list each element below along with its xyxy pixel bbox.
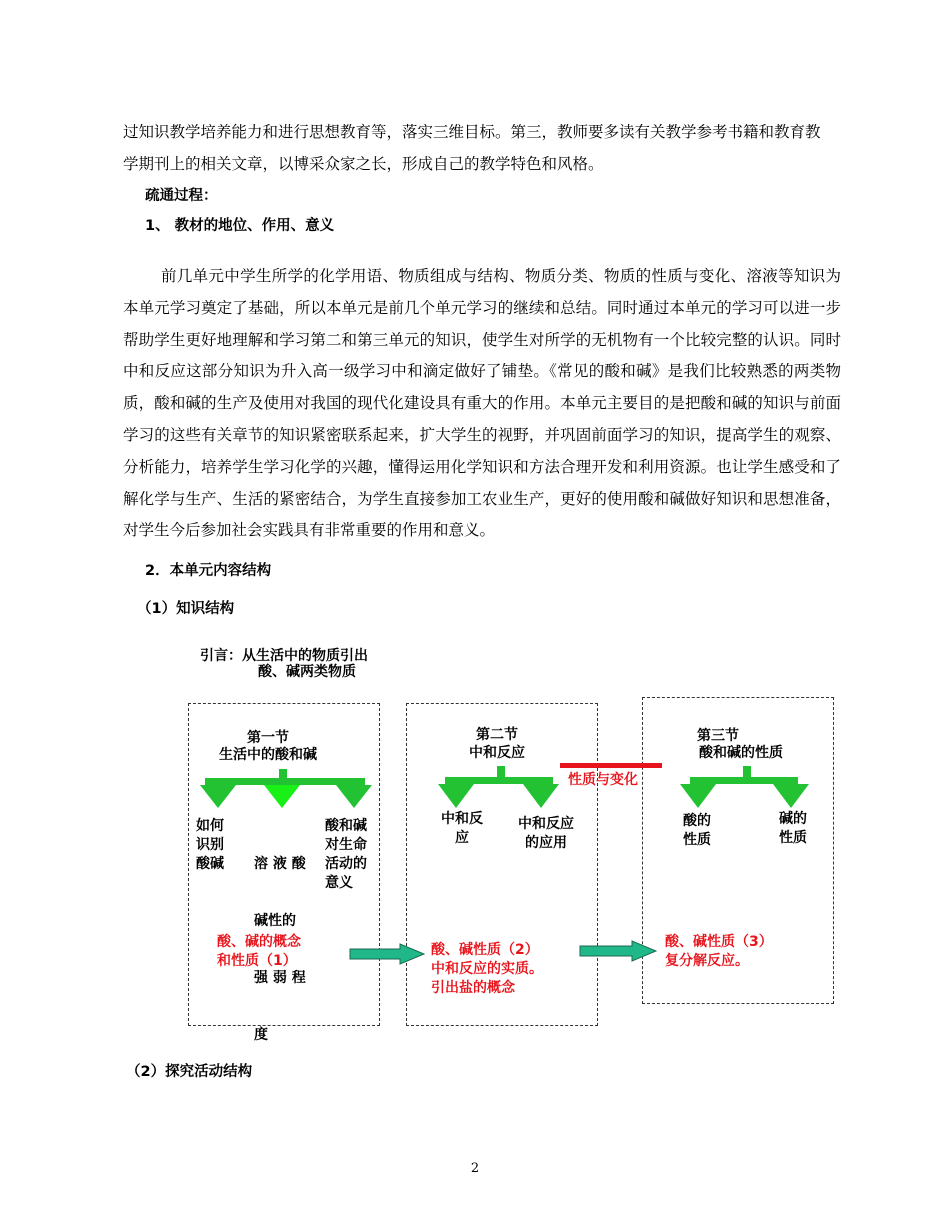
section2-stem [497,766,505,778]
section2-arrow-right [523,784,559,808]
section3-title-2: 酸和碱的性质 [699,745,783,761]
section3-summary: 酸、碱性质（3） 复分解反应。 [665,934,773,969]
section3-tree [680,766,809,808]
intro-line-1: 过知识教学培养能力和进行思想教育等，落实三维目标。第三，教师要多读有关教学参考书籍和教育教 [123,123,821,141]
section2-item-2: 中和反应 的应用 [518,816,574,851]
connector-arrow-2 [580,941,656,961]
section1-item-2: 溶 液 酸 碱性的 强 弱 程 度 [254,856,306,1043]
page-number: 2 [470,1161,480,1176]
section2-item-1: 中和反 应 [441,811,483,846]
section1-arrow-left [200,785,236,808]
heading-1: 1、 教材的地位、作用、意义 [145,218,335,234]
heading-2-2: （2）探究活动结构 [126,1064,253,1080]
heading-2-1: （1）知识结构 [137,601,235,617]
section3-title-1: 第三节 [697,728,739,744]
intro-line-2: 学期刊上的相关文章，以博采众家之长，形成自己的教学特色和风格。 [123,155,604,173]
paragraph-1: 前几单元中学生所学的化学用语、物质组成与结构、物质分类、物质的性质与变化、溶液等知识为本单元学习奠定了基础，所以本单元是前几个单元学习的继续和总结。同时通过本单元的学习可以进一步帮助学生更好地理解和学习第二和第三单元的知识，使学生对所学的无机物有一个比较完整的认识。同时中和反应这部分知识为升入高一级学习中和滴定做好了铺垫。《常见的酸和碱》是我们比较熟悉的两类物质，酸和碱的生产及使用对我国的现代化建设具有重大的作用。本单元主要目的是把酸和碱的知识与前面学习的这些有关章节的知识紧密联系起来，扩大学生的视野，并巩固前面学习的知识，提高学生的观察、分析能力，培养学生学习化学的兴趣，懂得运用化学知识和方法合理开发和利用资源。也让学生感受和了解化学与生产、生活的紧密结合，为学生直接参加工农业生产，更好的使用酸和碱做好知识和思想准备，对学生今后参加社会实践具有非常重要的作用和意义。 [123,267,841,540]
section3-bar [690,777,798,784]
section1-title-2: 生活中的酸和碱 [219,747,317,763]
section2-title-2: 中和反应 [469,745,525,761]
section3-item-1: 酸的 性质 [683,813,711,848]
section1-bar [205,778,365,785]
section1-stem [279,769,287,779]
section2-bar [445,777,553,784]
section2-summary: 酸、碱性质（2） 中和反应的实质。 引出盐的概念 [431,942,543,996]
heading-process: 疏通过程： [145,188,218,204]
connector-arrow-1 [350,944,424,964]
section1-arrow-mid [264,785,300,808]
section3-arrow-right [773,784,809,808]
section1-item-1: 如何 识别 酸碱 [196,818,224,872]
section1-arrow-right [336,785,372,808]
heading-2: 2．本单元内容结构 [145,563,272,579]
section1-item-3: 酸和碱 对生命 活动的 意义 [325,818,367,891]
section2-title-1: 第二节 [476,727,518,743]
section1-tree [200,769,372,808]
link-bar [560,763,662,768]
diagram-intro-line-2: 酸、碱两类物质 [258,664,356,680]
section2-tree [438,766,559,808]
diagram-intro-line-1: 引言：从生活中的物质引出 [200,648,368,664]
section3-item-2: 碱的 性质 [779,811,807,846]
link-label: 性质与变化 [568,772,638,788]
section2-arrow-left [438,784,474,808]
section1-title-1: 第一节 [247,730,289,746]
section1-summary: 酸、碱的概念 和性质（1） [217,934,301,969]
section3-arrow-left [680,784,716,808]
section3-stem [743,766,751,778]
